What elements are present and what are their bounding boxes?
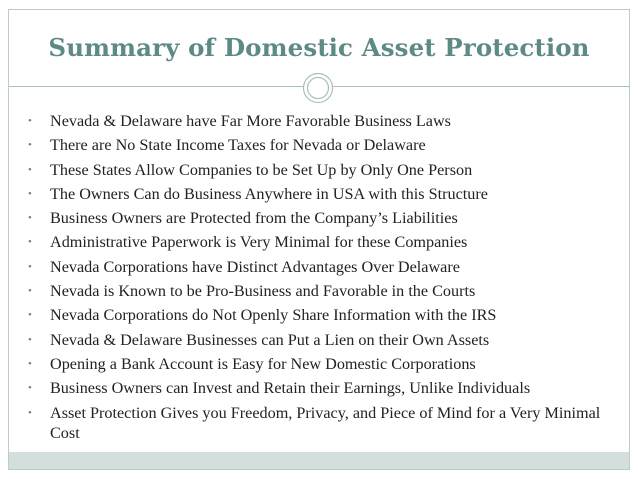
bullet-dot-icon: •: [28, 406, 32, 419]
list-item: [28, 111, 623, 131]
bullet-dot-icon: •: [28, 382, 32, 395]
title-divider-left: [9, 86, 303, 87]
bullet-dot-icon: •: [28, 212, 32, 225]
slide-title: Summary of Domestic Asset Protection: [48, 33, 590, 62]
bullet-dot-icon: •: [28, 115, 32, 127]
list-item-text: Nevada & Delaware have Far More Favorable Business Laws: [50, 112, 451, 130]
list-item-text: The Owners Can do Business Anywhere in USA with this Structure: [50, 184, 488, 203]
list-item-text: Opening a Bank Account is Easy for New Domestic Corporations: [50, 354, 476, 373]
title-divider-right: [333, 86, 629, 87]
list-item-text: These States Allow Companies to be Set Up by Only One Person: [50, 160, 473, 179]
list-item-text: There are No State Income Taxes for Nevada or Delaware: [50, 136, 426, 155]
bullet-dot-icon: •: [28, 357, 32, 370]
list-item: [28, 330, 623, 350]
bottom-bar: [9, 452, 629, 469]
list-item: [28, 354, 623, 374]
list-item: [28, 208, 623, 228]
bullet-dot-icon: •: [28, 309, 32, 322]
list-item: [28, 378, 623, 398]
bullet-dot-icon: •: [28, 333, 32, 346]
list-item-text: Nevada is Known to be Pro-Business and Favorable in the Courts: [50, 282, 476, 301]
bullet-dot-icon: •: [28, 139, 32, 152]
list-item-text: Administrative Paperwork is Very Minimal for these Companies: [50, 233, 468, 252]
circle-ornament-icon: [302, 72, 334, 104]
list-item-text: Nevada Corporations do Not Openly Share Information with the IRS: [50, 306, 497, 325]
list-item: [28, 257, 623, 277]
bullet-dot-icon: •: [28, 163, 32, 176]
list-item: [28, 160, 623, 180]
list-item: [28, 184, 623, 204]
bullet-list: [28, 111, 623, 447]
bullet-dot-icon: •: [28, 236, 32, 249]
list-item: [28, 135, 623, 155]
list-item-text: Asset Protection Gives you Freedom, Privacy, and Piece of Mind for a Very Minimal Cost: [50, 403, 601, 442]
list-item-text: Business Owners can Invest and Retain their Earnings, Unlike Individuals: [50, 379, 531, 398]
list-item-text: Nevada Corporations have Distinct Advantages Over Delaware: [50, 257, 460, 276]
list-item: [28, 232, 623, 252]
bullet-dot-icon: •: [28, 187, 32, 200]
list-item: [28, 281, 623, 301]
list-item-text: Nevada & Delaware Businesses can Put a Lien on their Own Assets: [50, 330, 490, 349]
list-item: [28, 305, 623, 325]
list-item: [28, 403, 620, 443]
bullet-dot-icon: •: [28, 260, 32, 273]
bullet-dot-icon: •: [28, 285, 32, 298]
list-item-text: Business Owners are Protected from the Company’s Liabilities: [50, 209, 458, 228]
